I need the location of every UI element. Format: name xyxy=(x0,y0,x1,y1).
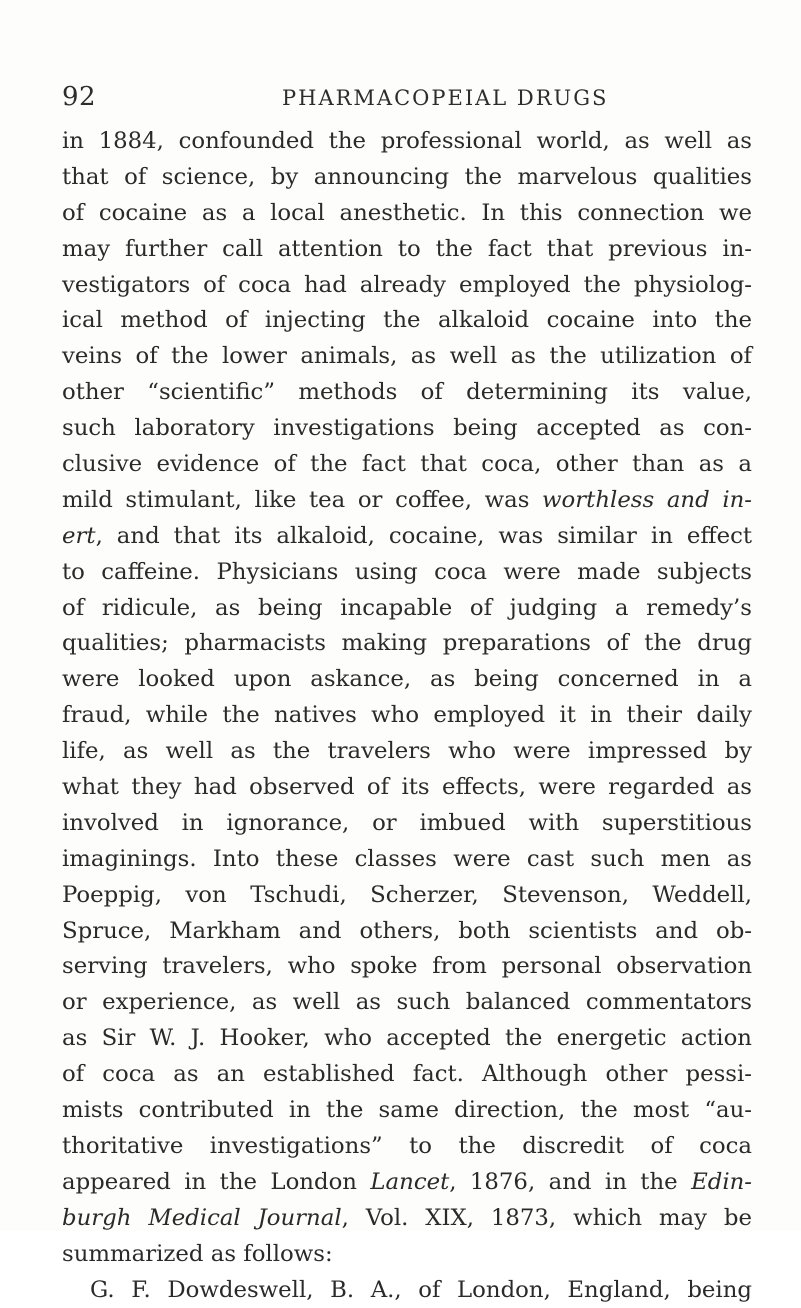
text-line: mists contributed in the same direction, the most “au- xyxy=(62,1093,752,1129)
text-line: fraud, while the natives who employed it in their daily xyxy=(62,698,752,734)
text-line xyxy=(62,1165,752,1201)
text-line: of cocaine as a local anesthetic. In this connection we xyxy=(62,196,752,232)
text-line: such laboratory investigations being accepted as con- xyxy=(62,411,752,447)
text-line: or experience, as well as such balanced commentators xyxy=(62,985,752,1021)
italic-run: ert xyxy=(62,523,96,549)
text-line: as Sir W. J. Hooker, who accepted the energetic action xyxy=(62,1021,752,1057)
text-line: in 1884, confounded the professional world, as well as xyxy=(62,124,752,160)
italic-run: burgh Medical Journal xyxy=(62,1205,342,1231)
text-line: life, as well as the travelers who were impressed by xyxy=(62,734,752,770)
text-line: involved in ignorance, or imbued with superstitious xyxy=(62,806,752,842)
text-run: , and that its alkaloid, cocaine, was similar in effect xyxy=(96,523,752,549)
text-line: Poeppig, von Tschudi, Scherzer, Stevenson, Weddell, xyxy=(62,878,752,914)
text-run: appeared in the London xyxy=(62,1169,370,1195)
text-line: what they had observed of its effects, were regarded as xyxy=(62,770,752,806)
text-line: vestigators of coca had already employed the physiolog- xyxy=(62,268,752,304)
text-run: mild stimulant, like tea or coffee, was xyxy=(62,487,542,513)
running-head xyxy=(62,82,752,112)
text-line: to caffeine. Physicians using coca were made subjects xyxy=(62,555,752,591)
text-line: serving travelers, who spoke from personal observation xyxy=(62,949,752,985)
text-line: imaginings. Into these classes were cast such men as xyxy=(62,842,752,878)
body-text xyxy=(62,124,752,1308)
text-line xyxy=(62,519,752,555)
text-line: Spruce, Markham and others, both scientists and ob- xyxy=(62,914,752,950)
page-number: 92 xyxy=(62,82,96,112)
italic-run: worthless and in- xyxy=(542,487,752,513)
text-line: other “scientific” methods of determining its value, xyxy=(62,375,752,411)
text-run: , 1876, and in the xyxy=(449,1169,691,1195)
text-line: may further call attention to the fact that previous in- xyxy=(62,232,752,268)
text-line: that of science, by announcing the marvelous qualities xyxy=(62,160,752,196)
text-line: of ridicule, as being incapable of judging a remedy’s xyxy=(62,591,752,627)
text-line: veins of the lower animals, as well as the utilization of xyxy=(62,339,752,375)
italic-run: Lancet xyxy=(370,1169,449,1195)
text-line xyxy=(62,1201,752,1237)
text-line: ical method of injecting the alkaloid cocaine into the xyxy=(62,303,752,339)
text-line: of coca as an established fact. Although other pessi- xyxy=(62,1057,752,1093)
text-line: thoritative investigations” to the discredit of coca xyxy=(62,1129,752,1165)
running-title: PHARMACOPEIAL DRUGS xyxy=(282,86,608,110)
text-line: summarized as follows: xyxy=(62,1237,752,1273)
text-run: , Vol. XIX, 1873, which may be xyxy=(342,1205,752,1231)
text-line xyxy=(62,483,752,519)
text-line: qualities; pharmacists making preparations of the drug xyxy=(62,626,752,662)
italic-run: Edin- xyxy=(691,1169,752,1195)
text-line: G. F. Dowdeswell, B. A., of London, England, being xyxy=(62,1273,752,1308)
text-line: were looked upon askance, as being concerned in a xyxy=(62,662,752,698)
text-line: clusive evidence of the fact that coca, other than as a xyxy=(62,447,752,483)
